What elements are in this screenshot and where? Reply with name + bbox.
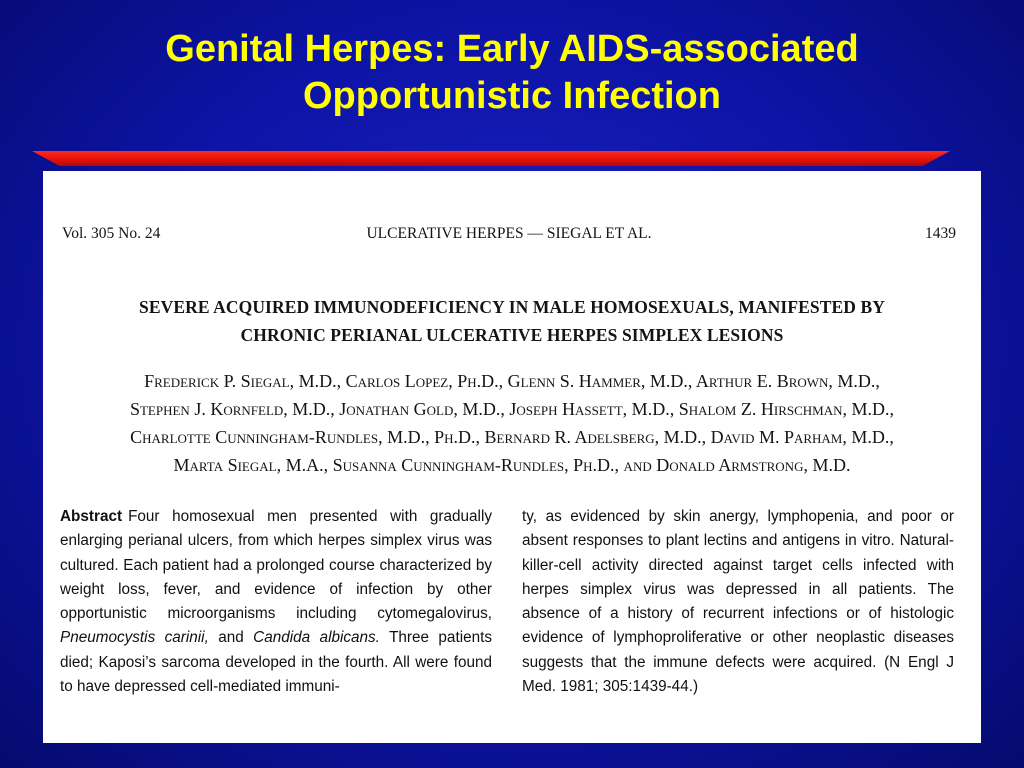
- author-line: Frederick P. Siegal, M.D., Carlos Lopez, Ph.D., Glenn S. Hammer, M.D., Arthur E. Brown, M.D.,: [144, 371, 880, 391]
- abstract-organism-candida: Candida albicans.: [253, 629, 380, 647]
- abstract-text-part-2: Three patients died; Kaposi’s sarcoma developed in the fourth. All were found to have depressed cell-mediated immuni-: [60, 629, 493, 696]
- abstract-column-left: [60, 505, 492, 699]
- article-title-line-2: CHRONIC PERIANAL ULCERATIVE HERPES SIMPLEX LESIONS: [240, 325, 784, 345]
- abstract-organism-pneumocystis: Pneumocystis carinii,: [60, 629, 209, 647]
- article-title: [63, 293, 961, 349]
- author-line: Marta Siegal, M.A., Susanna Cunningham-Rundles, Ph.D., and Donald Armstrong, M.D.: [173, 455, 851, 475]
- author-list: [65, 367, 959, 479]
- abstract-conjunction: and: [208, 629, 254, 647]
- abstract-column-right: [522, 505, 954, 699]
- running-head-title: ULCERATIVE HERPES — SIEGAL ET AL.: [366, 225, 652, 242]
- abstract-text-continued: ty, as evidenced by skin anergy, lymphopenia, and poor or absent responses to plant lectins and antigens in vitro. Natural-killer-cell activity directed against target cells infected with herpes simplex virus was depressed in all patients. The absence of a history of recurrent infections or of histologic evidence of lymphoproliferative or other neoplastic diseases suggests that the immune defects were acquired. (N Engl J Med. 1981; 305:1439-44.): [522, 508, 954, 696]
- author-line: Stephen J. Kornfeld, M.D., Jonathan Gold, M.D., Joseph Hassett, M.D., Shalom Z. Hirschman, M.D.,: [129, 399, 894, 419]
- running-head-page: 1439: [925, 225, 956, 242]
- abstract-text-part-1: Four homosexual men presented with gradually enlarging perianal ulcers, from which herpes simplex virus was cultured. Each patient had a prolonged course characterized by weight loss, fever, and evidence of infection by other opportunistic microorganisms including cytomegalovirus,: [60, 508, 492, 623]
- author-line: Charlotte Cunningham-Rundles, M.D., Ph.D., Bernard R. Adelsberg, M.D., David M. Parham, M.D.,: [130, 427, 894, 447]
- running-head-volume: Vol. 305 No. 24: [62, 225, 161, 242]
- slide-title-line-2: Opportunistic Infection: [303, 75, 721, 117]
- article-title-line-1: SEVERE ACQUIRED IMMUNODEFICIENCY IN MALE HOMOSEXUALS, MANIFESTED BY: [139, 297, 885, 317]
- running-head: [62, 225, 956, 247]
- title-underline-bar: [32, 151, 950, 166]
- slide-title-line-1: Genital Herpes: Early AIDS-associated: [165, 28, 859, 70]
- abstract-label: Abstract: [60, 508, 123, 525]
- slide-title: [0, 26, 1024, 120]
- article-scan: [43, 171, 981, 743]
